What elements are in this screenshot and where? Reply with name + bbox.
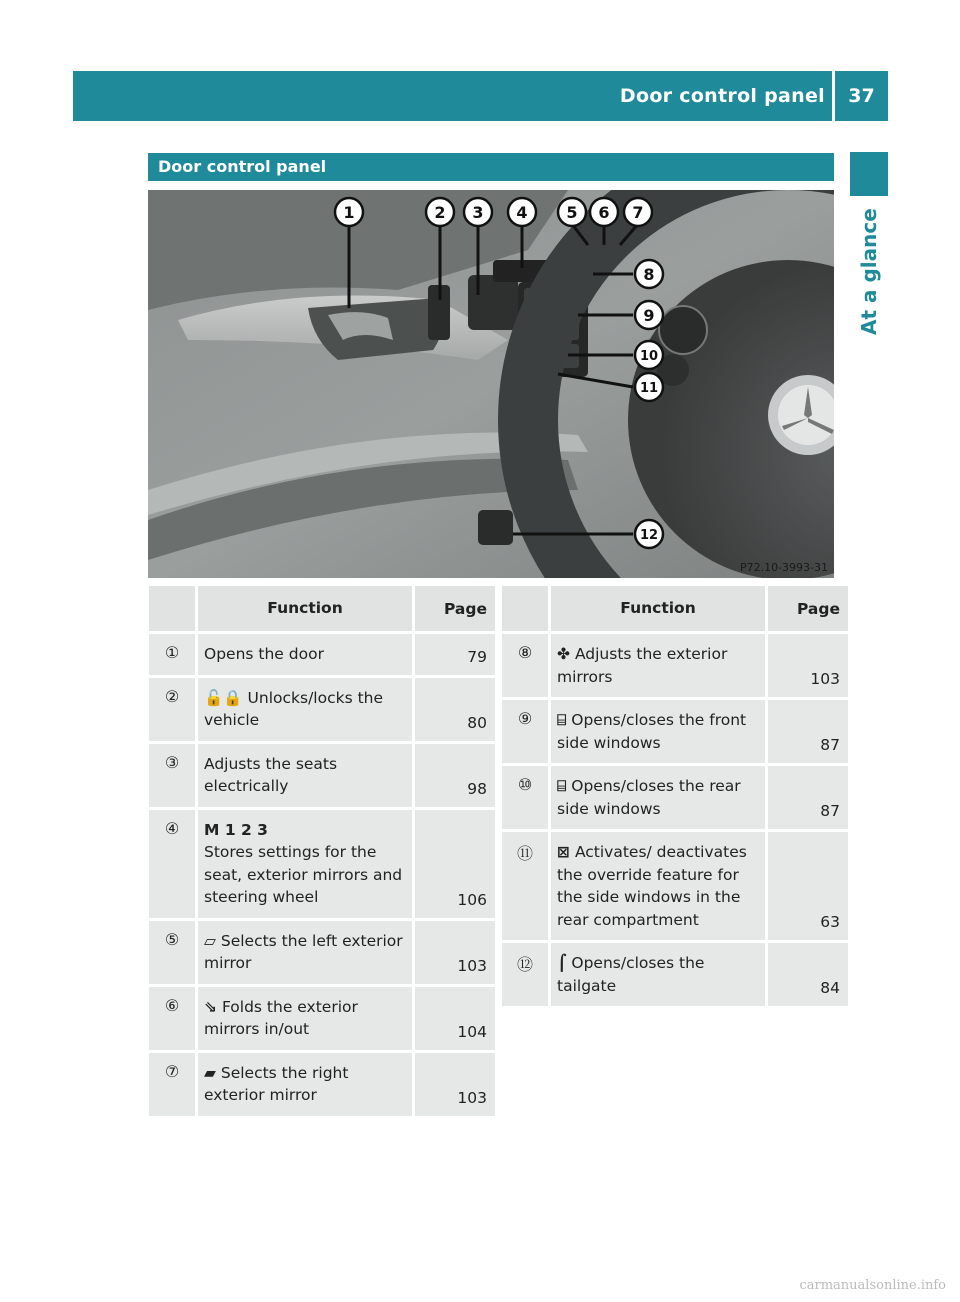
page-number: 37 xyxy=(848,85,875,107)
callout-6-label: 6 xyxy=(598,203,610,222)
row-number: ③ xyxy=(148,742,197,808)
row-function-text: Selects the left exterior mirror xyxy=(204,931,403,972)
callout-overlay xyxy=(148,190,834,578)
callout-badges xyxy=(335,198,663,548)
table-row xyxy=(501,942,850,1008)
callout-1 xyxy=(335,198,363,226)
header-page: Page xyxy=(414,585,497,633)
row-function xyxy=(197,919,414,985)
photo-reference-code: P72.10-3993-31 xyxy=(739,561,828,574)
row-function xyxy=(197,676,414,742)
row-number: ⑩ xyxy=(501,765,550,831)
row-function-text: Activates/ deactivates the override feature for the side windows in the rear compartment xyxy=(557,843,747,929)
row-number: ⑤ xyxy=(148,919,197,985)
door-panel-photo xyxy=(148,190,834,578)
row-number: ④ xyxy=(148,808,197,919)
row-function-text: Adjusts the exterior mirrors xyxy=(557,645,728,686)
callout-8-label: 8 xyxy=(643,265,655,284)
row-page: 103 xyxy=(767,633,850,699)
callout-1-label: 1 xyxy=(343,203,355,222)
function-table-right xyxy=(499,583,851,1009)
row-page: 84 xyxy=(767,942,850,1008)
row-page: 106 xyxy=(414,808,497,919)
table-row xyxy=(501,633,850,699)
header-num xyxy=(501,585,550,633)
table-row xyxy=(148,919,497,985)
row-page: 98 xyxy=(414,742,497,808)
callout-3 xyxy=(464,198,492,226)
callout-10 xyxy=(635,341,663,369)
callout-11-label: 11 xyxy=(639,381,659,396)
row-page: 87 xyxy=(767,699,850,765)
row-function-text: Adjusts the seats electrically xyxy=(204,754,338,795)
row-number: ⑥ xyxy=(148,985,197,1051)
right-mirror-icon: ▰ xyxy=(204,1063,216,1082)
row-number: ① xyxy=(148,633,197,677)
left-mirror-icon: ▱ xyxy=(204,931,216,950)
row-function-text: Folds the exterior mirrors in/out xyxy=(204,997,358,1038)
window-override-icon: ⊠ xyxy=(557,843,570,861)
row-function xyxy=(197,633,414,677)
callout-4-label: 4 xyxy=(516,203,528,222)
footer-watermark: carmanualsonline.info xyxy=(799,1278,946,1293)
memory-buttons-icon: M 1 2 3 xyxy=(204,820,268,839)
row-function xyxy=(550,831,767,942)
callout-9 xyxy=(635,301,663,329)
table-row xyxy=(501,765,850,831)
table-row xyxy=(148,808,497,919)
row-number: ⑦ xyxy=(148,1051,197,1117)
callout-2 xyxy=(426,198,454,226)
table-row xyxy=(148,633,497,677)
callout-12 xyxy=(635,520,663,548)
callout-7 xyxy=(624,198,652,226)
row-function xyxy=(550,765,767,831)
callout-5 xyxy=(558,198,586,226)
header-page: Page xyxy=(767,585,850,633)
table-row xyxy=(501,699,850,765)
row-function xyxy=(550,699,767,765)
header-function: Function xyxy=(550,585,767,633)
callout-10-label: 10 xyxy=(639,349,659,364)
row-number: ② xyxy=(148,676,197,742)
table-row xyxy=(501,831,850,942)
row-function-text: Opens the door xyxy=(204,645,324,663)
table-header-row xyxy=(148,585,497,633)
row-page: 87 xyxy=(767,765,850,831)
callout-8 xyxy=(635,260,663,288)
side-tab-label: At a glance xyxy=(857,208,881,335)
section-title: Door control panel xyxy=(158,157,327,176)
row-function-text: Opens/closes the front side windows xyxy=(557,711,747,752)
header-num xyxy=(148,585,197,633)
callout-3-label: 3 xyxy=(472,203,484,222)
row-function xyxy=(550,633,767,699)
table-header-row xyxy=(501,585,850,633)
row-function-text: Stores settings for the seat, exterior mirrors and steering wheel xyxy=(204,843,403,906)
window-icon: ⌸ xyxy=(557,711,567,729)
table-row xyxy=(148,676,497,742)
row-number: ⑨ xyxy=(501,699,550,765)
tailgate-icon: ⌠ xyxy=(557,954,567,972)
mirror-adjust-icon: ✤ xyxy=(557,645,570,663)
callout-6 xyxy=(590,198,618,226)
row-number: ⑧ xyxy=(501,633,550,699)
fold-mirror-icon: ⇘ xyxy=(204,997,217,1016)
callout-12-label: 12 xyxy=(639,528,659,543)
callout-2-label: 2 xyxy=(434,203,446,222)
table-row xyxy=(148,985,497,1051)
callout-9-label: 9 xyxy=(643,306,655,325)
row-function xyxy=(197,808,414,919)
callout-11 xyxy=(635,373,663,401)
row-function-text: Opens/closes the rear side windows xyxy=(557,777,741,818)
row-function-text: Unlocks/locks the vehicle xyxy=(204,688,384,729)
row-function-text: Opens/closes the tailgate xyxy=(557,954,705,995)
row-page: 104 xyxy=(414,985,497,1051)
callout-7-label: 7 xyxy=(632,203,644,222)
header-function: Function xyxy=(197,585,414,633)
table-row xyxy=(148,1051,497,1117)
table-row xyxy=(148,742,497,808)
window-icon: ⌸ xyxy=(557,777,567,795)
row-function xyxy=(197,985,414,1051)
row-function-text: Selects the right exterior mirror xyxy=(204,1063,349,1104)
page-header-title: Door control panel xyxy=(619,85,825,107)
row-number: ⑪ xyxy=(501,831,550,942)
row-page: 63 xyxy=(767,831,850,942)
row-number: ⑫ xyxy=(501,942,550,1008)
row-page: 103 xyxy=(414,919,497,985)
row-function xyxy=(550,942,767,1008)
row-function xyxy=(197,1051,414,1117)
row-function xyxy=(197,742,414,808)
callout-4 xyxy=(508,198,536,226)
callout-5-label: 5 xyxy=(566,203,578,222)
row-page: 79 xyxy=(414,633,497,677)
unlock-lock-icon: 🔓🔒 xyxy=(204,688,243,707)
row-page: 80 xyxy=(414,676,497,742)
row-page: 103 xyxy=(414,1051,497,1117)
function-table-left xyxy=(146,583,498,1119)
